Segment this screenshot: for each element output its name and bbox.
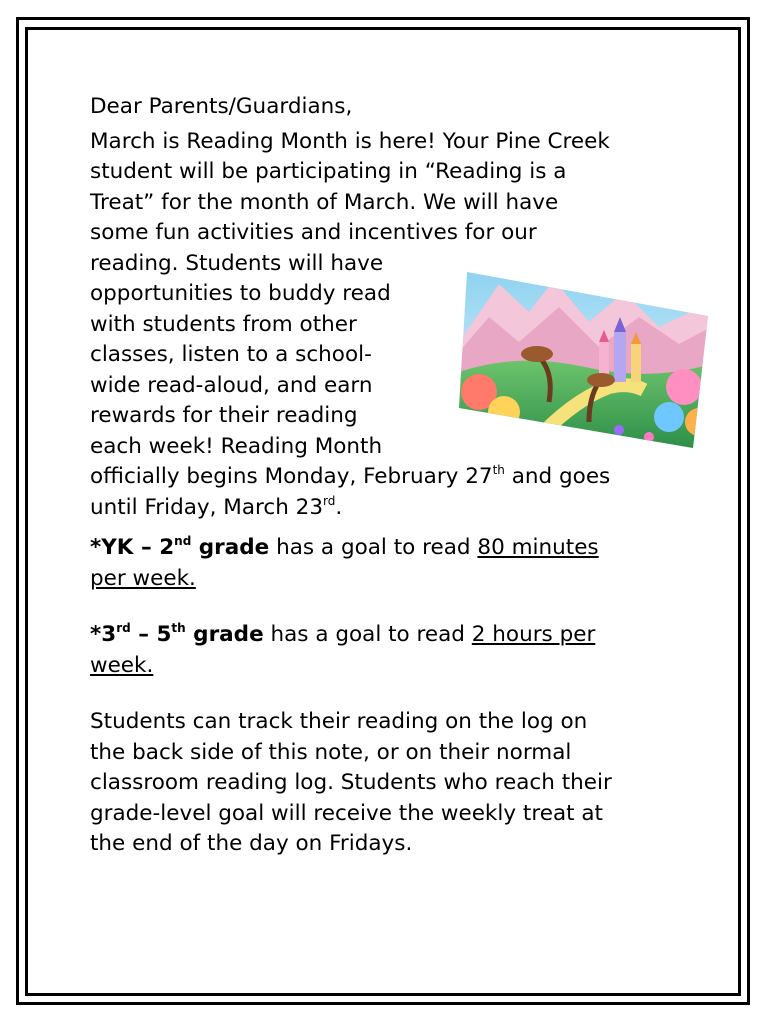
- goal2-amount: 2 hours per: [471, 622, 596, 647]
- intro-line: March is Reading Month is here! Your Pine Creek: [90, 128, 610, 154]
- begin-date-line: [90, 462, 680, 493]
- intro-line: rewards for their reading: [90, 403, 358, 428]
- begin-date-tail: and goes: [504, 464, 611, 489]
- intro-line: student will be participating in “Reading is a: [90, 159, 567, 184]
- intro-line: opportunities to buddy read: [90, 281, 391, 306]
- intro-line: reading. Students will have: [90, 250, 384, 276]
- goal1-amount-cont: per week.: [90, 565, 196, 591]
- letter-body: [90, 92, 680, 860]
- intro-line: with students from other: [90, 311, 357, 337]
- goal2-text: has a goal to read: [263, 622, 472, 647]
- intro-line: each week! Reading Month: [90, 433, 383, 459]
- goal1-grade: *YK – 2nd grade: [90, 534, 270, 560]
- goal-yk-2nd: [90, 533, 680, 594]
- salutation: Dear Parents/Guardians,: [90, 94, 353, 119]
- closing-paragraph: [90, 707, 680, 860]
- closing-line: classroom reading log. Students who reach their: [90, 770, 612, 795]
- intro-paragraph: [90, 127, 680, 524]
- begin-date-suffix: th: [492, 463, 505, 477]
- intro-line: some fun activities and incentives for our: [90, 220, 537, 245]
- goal2-amount-cont: week.: [90, 652, 154, 678]
- closing-line: the end of the day on Fridays.: [90, 831, 413, 856]
- closing-line: the back side of this note, or on their normal: [90, 739, 572, 765]
- begin-date-text: officially begins Monday, February 27: [90, 464, 493, 489]
- end-date-line: [90, 493, 680, 524]
- end-date-tail: .: [335, 494, 343, 520]
- intro-line: wide read-aloud, and earn: [90, 372, 373, 398]
- closing-line: grade-level goal will receive the weekly treat at: [90, 800, 603, 826]
- intro-line: classes, listen to a school-: [90, 342, 372, 367]
- closing-line: Students can track their reading on the log on: [90, 709, 588, 734]
- end-date-text: until Friday, March 23: [90, 494, 324, 520]
- goal1-amount: 80 minutes: [477, 535, 599, 560]
- end-date-suffix: rd: [323, 493, 336, 508]
- goal-3rd-5th: [90, 620, 680, 681]
- goal2-grade: *3rd – 5th grade: [90, 621, 264, 647]
- intro-line: Treat” for the month of March. We will have: [90, 189, 559, 215]
- goal1-text: has a goal to read: [269, 535, 478, 560]
